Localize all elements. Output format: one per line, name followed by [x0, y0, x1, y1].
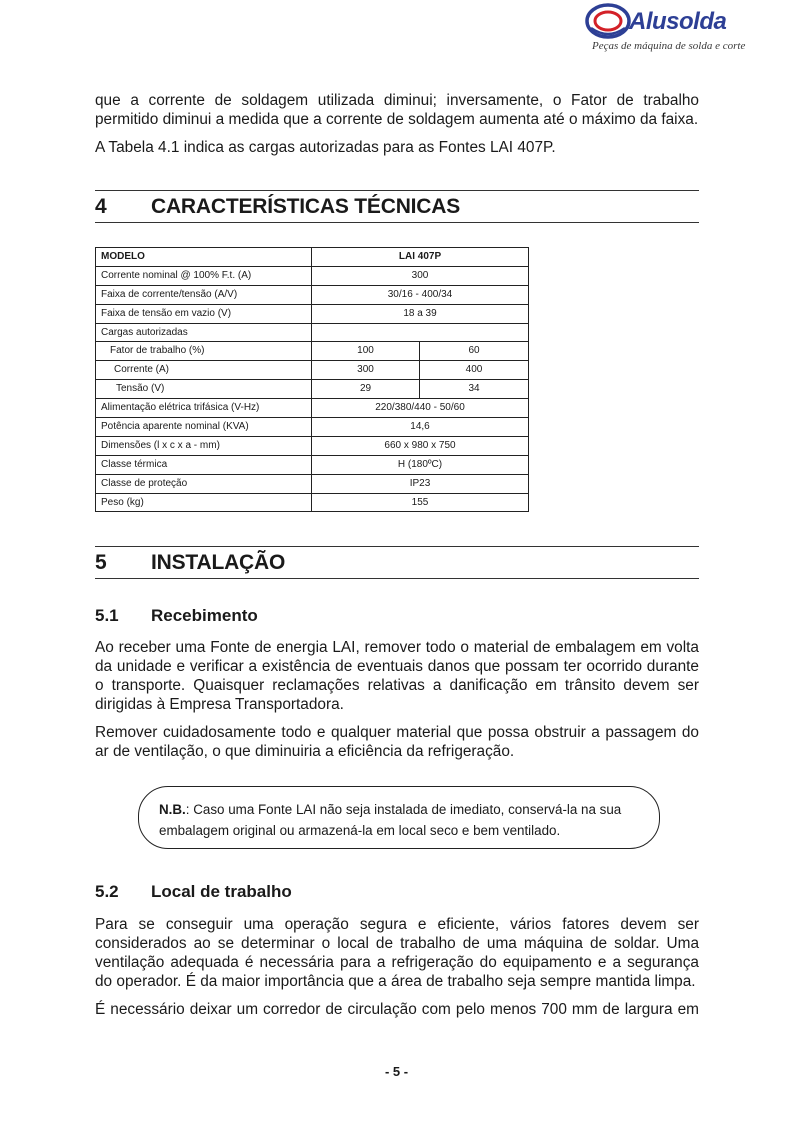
table-cell-value: IP23	[312, 474, 529, 493]
table-cell-label: Tensão (V)	[96, 380, 312, 399]
brand-logo	[585, 2, 746, 62]
section-rule-top	[95, 546, 699, 547]
table-cell-label: Faixa de tensão em vazio (V)	[96, 304, 312, 323]
table-cell-label: Peso (kg)	[96, 493, 312, 512]
table-cell-label: Classe térmica	[96, 455, 312, 474]
section-title: INSTALAÇÃO	[151, 551, 286, 574]
table-cell-value: 660 x 980 x 750	[312, 436, 529, 455]
table-row	[96, 455, 529, 474]
table-row	[96, 285, 529, 304]
logo-tagline: Peças de máquina de solda e corte	[592, 40, 746, 52]
table-cell-value: 155	[312, 493, 529, 512]
subsection-5-2-heading	[95, 882, 292, 902]
table-cell-label: Corrente (A)	[96, 361, 312, 380]
table-row	[96, 304, 529, 323]
note-text	[159, 799, 649, 841]
table-cell-label: Corrente nominal @ 100% F.t. (A)	[96, 266, 312, 285]
subsection-title: Recebimento	[151, 606, 258, 625]
paragraph-line: considerados ao se determinar o local de trabalho de uma máquina de soldar. Uma	[95, 935, 699, 952]
subsection-number: 5.1	[95, 606, 119, 625]
note-line-1: : Caso uma Fonte LAI não seja instalada de imediato, conservá-la na sua	[185, 802, 622, 817]
table-cell-label: Fator de trabalho (%)	[96, 342, 312, 361]
intro-paragraph-2: A Tabela 4.1 indica as cargas autorizadas para as Fontes LAI 407P.	[95, 139, 556, 156]
paragraph-line: dirigidas à Empresa Transportadora.	[95, 696, 344, 713]
table-row	[96, 266, 529, 285]
table-row	[96, 493, 529, 512]
table-cell-value: 30/16 - 400/34	[312, 285, 529, 304]
table-header-cell: LAI 407P	[312, 248, 529, 267]
paragraph-line: ventilação adequada é necessária para a refrigeração do equipamento e a segurança	[95, 954, 699, 971]
table-cell-value: H (180ºC)	[312, 455, 529, 474]
paragraph-line: É necessário deixar um corredor de circulação com pelo menos 700 mm de largura em	[95, 1001, 699, 1018]
table-row	[96, 418, 529, 437]
table-cell-value: 400	[420, 361, 529, 380]
table-cell-label: Cargas autorizadas	[96, 323, 312, 342]
paragraph-line: Para se conseguir uma operação segura e eficiente, vários fatores devem ser	[95, 916, 699, 933]
table-cell-label: Alimentação elétrica trifásica (V-Hz)	[96, 399, 312, 418]
table-cell-value: 60	[420, 342, 529, 361]
table-cell-empty	[312, 323, 529, 342]
note-box	[138, 786, 660, 849]
table-cell-value: 100	[312, 342, 420, 361]
table-cell-value: 300	[312, 266, 529, 285]
section-rule-top	[95, 190, 699, 191]
table-row	[96, 361, 529, 380]
note-line-2: embalagem original ou armazená-la em local seco e bem ventilado.	[159, 823, 561, 838]
section-4-heading	[95, 195, 460, 219]
note-label: N.B.	[159, 802, 186, 817]
section-title: CARACTERÍSTICAS TÉCNICAS	[151, 195, 461, 218]
table-cell-value: 18 a 39	[312, 304, 529, 323]
subsection-5-1-heading	[95, 606, 258, 626]
section-number: 4	[95, 195, 107, 218]
spec-table	[95, 247, 529, 512]
table-cell-label: Faixa de corrente/tensão (A/V)	[96, 285, 312, 304]
table-row	[96, 436, 529, 455]
table-cell-label: Classe de proteção	[96, 474, 312, 493]
section-rule-bottom	[95, 578, 699, 579]
table-header-row	[96, 248, 529, 267]
intro-paragraph-line: que a corrente de soldagem utilizada diminui; inversamente, o Fator de trabalho	[95, 92, 699, 109]
paragraph-line: o transporte. Quaisquer reclamações relativas a danificação em trânsito devem ser	[95, 677, 699, 694]
table-row	[96, 323, 529, 342]
section-5-heading	[95, 551, 285, 575]
intro-paragraph-line: permitido diminui a medida que a corrente de soldagem aumenta até o máximo da faixa.	[95, 111, 699, 128]
paragraph-line: da unidade e verificar a existência de eventuais danos que possam ter ocorrido durante	[95, 658, 699, 675]
section-number: 5	[95, 551, 107, 574]
paragraph-line: Ao receber uma Fonte de energia LAI, remover todo o material de embalagem em volta	[95, 639, 699, 656]
table-cell-label: Dimensões (l x c x a - mm)	[96, 436, 312, 455]
table-header-cell: MODELO	[96, 248, 312, 267]
table-row	[96, 342, 529, 361]
table-cell-value: 14,6	[312, 418, 529, 437]
table-cell-value: 34	[420, 380, 529, 399]
table-cell-value: 29	[312, 380, 420, 399]
paragraph-line: Remover cuidadosamente todo e qualquer material que possa obstruir a passagem do	[95, 724, 699, 741]
table-row	[96, 380, 529, 399]
table-cell-label: Potência aparente nominal (KVA)	[96, 418, 312, 437]
paragraph-line: do operador. É da maior importância que a área de trabalho seja sempre mantida limpa.	[95, 973, 696, 990]
subsection-number: 5.2	[95, 882, 119, 901]
table-cell-value: 220/380/440 - 50/60	[312, 399, 529, 418]
alusolda-logo-icon	[585, 2, 631, 40]
table-row	[96, 399, 529, 418]
logo-wordmark: Alusolda	[629, 8, 727, 35]
table-row	[96, 474, 529, 493]
table-cell-value: 300	[312, 361, 420, 380]
subsection-title: Local de trabalho	[151, 882, 292, 901]
page-number: - 5 -	[384, 1064, 409, 1079]
paragraph-line: ar de ventilação, o que diminuiria a eficiência da refrigeração.	[95, 743, 515, 760]
section-rule-bottom	[95, 222, 699, 223]
